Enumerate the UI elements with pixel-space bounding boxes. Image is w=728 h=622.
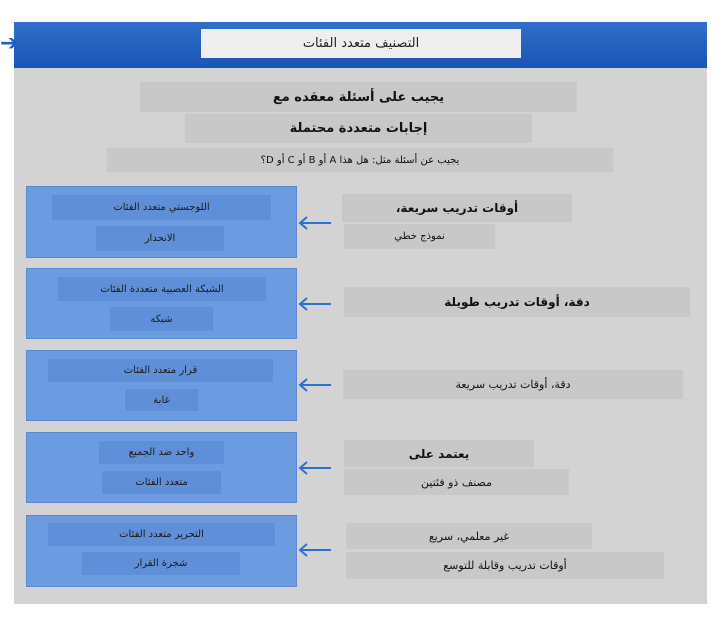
intro-line-1: يجيب على أسئلة معقده مع bbox=[140, 82, 577, 112]
description-bottom: أوقات تدريب وقابلة للتوسع bbox=[346, 552, 664, 579]
left-edge-arrow-icon: ➔ bbox=[0, 31, 19, 56]
arrow-left-icon bbox=[298, 216, 332, 230]
arrow-left-icon bbox=[298, 297, 332, 311]
description-top: دقة، أوقات تدريب سريعة bbox=[343, 370, 683, 399]
algorithm-name-bottom: غابة bbox=[125, 389, 198, 411]
description-top: دقة، أوقات تدريب طويلة bbox=[344, 287, 690, 317]
arrow-left-icon bbox=[298, 543, 332, 557]
algorithm-name-top: قرار متعدد الفئات bbox=[48, 359, 273, 382]
arrow-left-icon bbox=[298, 378, 332, 392]
description-bottom: نموذج خطي bbox=[344, 224, 495, 249]
description-top: غير معلمي، سريع bbox=[346, 523, 592, 549]
page-title: التصنيف متعدد الفئات bbox=[201, 29, 521, 58]
intro-line-3: يجيب عن أسئلة مثل: هل هذا A أو B أو C أو D؟ bbox=[107, 148, 613, 172]
algorithm-name-bottom: الانحدار bbox=[96, 226, 224, 251]
algorithm-name-top: الشبكة العصبية متعددة الفئات bbox=[58, 277, 266, 301]
algorithm-name-top: التحرير متعدد الفئات bbox=[48, 523, 275, 546]
intro-line-2: إجابات متعددة محتملة bbox=[185, 114, 532, 143]
algorithm-name-bottom: شجرة القرار bbox=[82, 552, 240, 575]
algorithm-name-top: واحد ضد الجميع bbox=[99, 441, 224, 464]
algorithm-name-top: اللوجستي متعدد الفئات bbox=[52, 195, 271, 220]
description-top: يعتمد على bbox=[344, 440, 534, 467]
description-bottom: مصنف ذو فئتين bbox=[344, 469, 569, 495]
arrow-left-icon bbox=[298, 461, 332, 475]
description-top: أوقات تدريب سريعة، bbox=[342, 194, 572, 222]
algorithm-name-bottom: شبكه bbox=[110, 307, 213, 331]
algorithm-name-bottom: متعدد الفئات bbox=[102, 471, 221, 494]
